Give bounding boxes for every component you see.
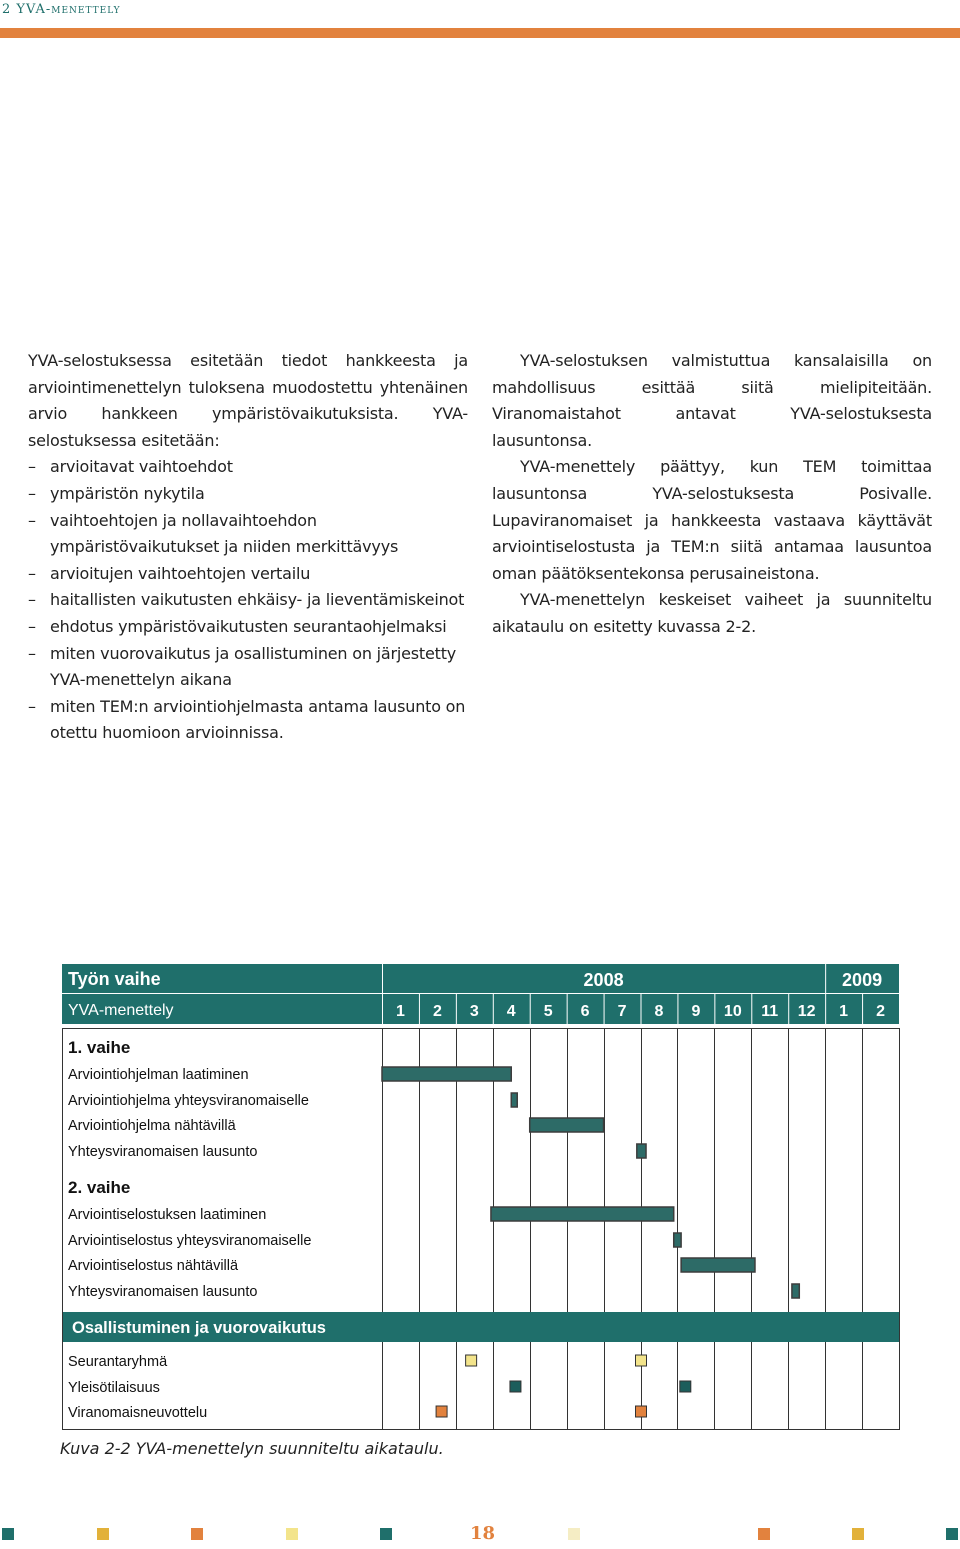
- footer-square: [758, 1528, 770, 1540]
- task-bar: [681, 1258, 755, 1272]
- bullet-item: – haitallisten vaikutusten ehkäisy- ja lieventämiskeinot: [28, 587, 468, 614]
- footer-square: [97, 1528, 109, 1540]
- footer-square: [852, 1528, 864, 1540]
- participation-marker: [466, 1355, 477, 1366]
- bullet-item: – vaihtoehtojen ja nollavaihtoehdon ympäristövaikutukset ja niiden merkittävyys: [28, 508, 468, 561]
- month-label: 2: [876, 1003, 885, 1020]
- intro-paragraph: YVA-selostuksessa esitetään tiedot hankkeesta ja arviointimenettelyn tuloksena muodostettu yhtenäinen arvio hankkeen ympäristövaikutuksista. YVA-selostuksessa esitetään:: [28, 351, 468, 450]
- task-bar: [792, 1284, 799, 1298]
- header-left-bottom: YVA-menettely: [68, 1002, 174, 1019]
- bullet-item: – ehdotus ympäristövaikutusten seurantaohjelmaksi: [28, 614, 468, 641]
- bullet-item: – miten TEM:n arviointiohjelmasta antama lausunto on otettu huomioon arvioinnissa.: [28, 694, 468, 747]
- participation-marker: [680, 1381, 691, 1392]
- year-label: 2009: [842, 970, 883, 990]
- footer-square: [946, 1528, 958, 1540]
- bullet-item: – miten vuorovaikutus ja osallistuminen on järjestetty YVA-menettelyn aikana: [28, 641, 468, 694]
- participation-marker: [636, 1406, 647, 1417]
- month-label: 10: [723, 1003, 742, 1020]
- participation-label: Viranomaisneuvottelu: [68, 1405, 208, 1421]
- task-label: Arviointiselostus nähtävillä: [68, 1258, 239, 1274]
- task-label: Arviointiohjelman laatiminen: [68, 1067, 249, 1083]
- section-title: 1. vaihe: [68, 1038, 131, 1057]
- month-label: 4: [506, 1003, 516, 1020]
- month-label: 7: [617, 1003, 627, 1020]
- task-bar: [674, 1233, 681, 1247]
- section-title: 2. vaihe: [68, 1178, 131, 1197]
- footer-square: [568, 1528, 580, 1540]
- task-bar: [530, 1118, 604, 1132]
- participation-marker: [436, 1406, 447, 1417]
- task-bar: [491, 1207, 674, 1221]
- figure-caption: Kuva 2-2 YVA-menettelyn suunniteltu aikataulu.: [60, 1439, 444, 1458]
- month-label: 3: [469, 1003, 479, 1020]
- task-label: Yhteysviranomaisen lausunto: [68, 1284, 258, 1300]
- month-label: 12: [797, 1003, 816, 1020]
- bullet-item: – arvioitujen vaihtoehtojen vertailu: [28, 561, 468, 588]
- month-label: 5: [543, 1003, 553, 1020]
- task-label: Arviointiselostuksen laatiminen: [68, 1207, 267, 1223]
- participation-label: Yleisötilaisuus: [68, 1380, 160, 1396]
- chart-body-frame: [63, 1029, 900, 1430]
- paragraph: YVA-selostuksen valmistuttua kansalaisilla on mahdollisuus esittää siitä mielipiteitään. Viranomaistahot antavat YVA-selostuksesta lausuntonsa.: [492, 351, 932, 450]
- task-bar: [511, 1093, 517, 1107]
- bullet-item: – arvioitavat vaihtoehdot: [28, 454, 468, 481]
- header-left-top: Työn vaihe: [68, 969, 161, 989]
- paragraph: YVA-menettelyn keskeiset vaiheet ja suunniteltu aikataulu on esitetty kuvassa 2-2.: [492, 590, 932, 636]
- participation-marker: [636, 1355, 647, 1366]
- task-label: Arviointiohjelma yhteysviranomaiselle: [68, 1093, 309, 1109]
- month-label: 9: [691, 1003, 701, 1020]
- footer-square: [191, 1528, 203, 1540]
- task-bar: [382, 1067, 511, 1081]
- month-label: 1: [396, 1003, 405, 1020]
- year-label: 2008: [583, 970, 624, 990]
- footer-square: [2, 1528, 14, 1540]
- month-label: 11: [761, 1003, 779, 1020]
- task-label: Arviointiohjelma nähtävillä: [68, 1118, 236, 1134]
- task-label: Arviointiselostus yhteysviranomaiselle: [68, 1233, 312, 1249]
- paragraph: YVA-menettely päättyy, kun TEM toimittaa lausuntonsa YVA-selostuksesta Posivalle. Lupaviranomaiset ja hankkeesta vastaava käyttävät arviointiselostusta ja TEM:n siitä antamaa lausuntoa oman päätöksentekonsa perusaineistona.: [492, 457, 932, 583]
- footer-square: [286, 1528, 298, 1540]
- month-label: 1: [839, 1003, 849, 1020]
- participation-label: Seurantaryhmä: [68, 1354, 168, 1370]
- bullet-item: – ympäristön nykytila: [28, 481, 468, 508]
- task-label: Yhteysviranomaisen lausunto: [68, 1144, 258, 1160]
- footer-square: [380, 1528, 392, 1540]
- month-label: 8: [654, 1003, 664, 1020]
- task-bar: [637, 1144, 646, 1158]
- running-head: 2 YVA-menettely: [2, 2, 121, 17]
- participation-header: Osallistuminen ja vuorovaikutus: [72, 1319, 326, 1337]
- participation-marker: [510, 1381, 521, 1392]
- month-label: 2: [432, 1003, 442, 1020]
- month-label: 6: [580, 1003, 590, 1020]
- page-number: 18: [470, 1523, 496, 1544]
